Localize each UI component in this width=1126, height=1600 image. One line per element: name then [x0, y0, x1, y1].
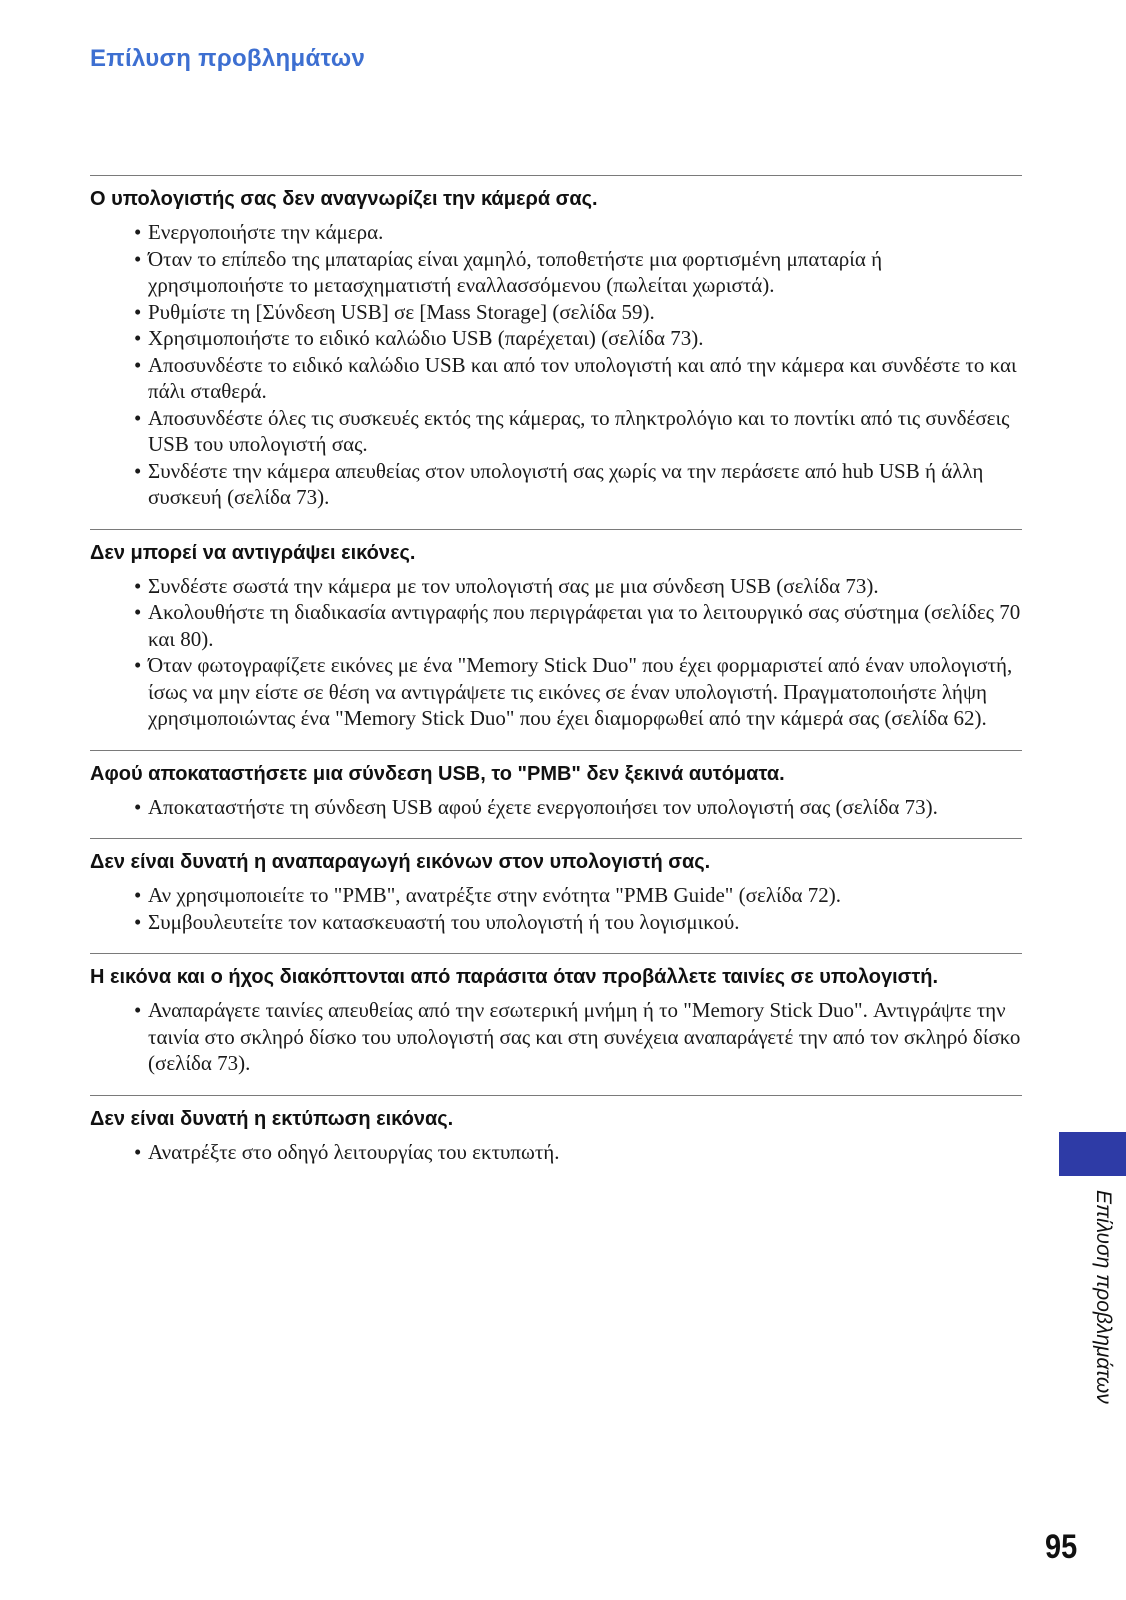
section-noise-movies	[90, 953, 1022, 1077]
section-cannot-play	[90, 838, 1022, 935]
bullet-icon: •	[134, 299, 142, 324]
list-item	[134, 405, 1022, 458]
bullet-icon: •	[134, 326, 142, 350]
section-title: Ο υπολογιστής σας δεν αναγνωρίζει την κάμερά σας.	[90, 188, 598, 210]
bullet-icon: •	[134, 220, 142, 244]
bullet-list	[90, 1139, 1022, 1166]
bullet-list	[90, 882, 1022, 935]
list-item-text: Χρησιμοποιήστε το ειδικό καλώδιο USB (παρέχεται) (σελίδα 73).	[148, 326, 704, 350]
list-item-text: Συνδέστε σωστά την κάμερα με τον υπολογιστή σας με μια σύνδεση USB (σελίδα 73).	[148, 573, 879, 598]
bullet-icon: •	[134, 458, 142, 483]
page-number: 95	[1045, 1528, 1078, 1566]
bullet-icon: •	[134, 600, 142, 624]
list-item	[134, 458, 1022, 511]
list-item	[134, 219, 1022, 246]
bullet-icon: •	[134, 883, 142, 907]
chapter-tab-marker	[1059, 1132, 1126, 1176]
list-item-text: Συνδέστε την κάμερα απευθείας στον υπολογιστή σας χωρίς να την περάσετε από hub USB ή άλλη συσκευή (σελίδα 73).	[148, 458, 984, 509]
list-item-text: Ρυθμίστε τη [Σύνδεση USB] σε [Mass Storage] (σελίδα 59).	[148, 299, 655, 324]
list-item-text: Ανατρέξτε στο οδηγό λειτουργίας του εκτυπωτή.	[148, 1139, 560, 1164]
list-item-text: Όταν φωτογραφίζετε εικόνες με ένα "Memory Stick Duo" που έχει φορμαριστεί από έναν υπολογιστή, ίσως να μην είστε σε θέση να αντιγράψετε τις εικόνες σε έναν υπολογιστή. Πραγματοποιήστε λήψη χρησιμοποιώντας ένα "Memory Stick Duo" που έχει διαμορφωθεί από την κάμερά σας (σελίδα 62).	[148, 653, 1013, 730]
list-item	[134, 652, 1022, 732]
list-item-text: Όταν το επίπεδο της μπαταρίας είναι χαμηλό, τοποθετήστε μια φορτισμένη μπαταρία ή χρησιμοποιήστε το μετασχηματιστή εναλλασσόμενου (πωλείται χωριστά).	[148, 246, 883, 297]
list-item-text: Ακολουθήστε τη διαδικασία αντιγραφής που περιγράφεται για το λειτουργικό σας σύστημα (σελίδες 70 και 80).	[148, 600, 1021, 651]
list-item	[134, 599, 1022, 652]
bullet-list	[90, 219, 1022, 511]
bullet-icon: •	[134, 352, 142, 377]
list-item	[134, 573, 1022, 600]
list-item	[134, 246, 1022, 299]
page-header-title: Επίλυση προβλημάτων	[90, 45, 366, 72]
list-item	[134, 909, 1022, 936]
bullet-icon: •	[134, 1139, 142, 1164]
section-pc-not-recognize	[90, 175, 1022, 511]
list-item-text: Αναπαράγετε ταινίες απευθείας από την εσωτερική μνήμη ή το "Memory Stick Duo". Αντιγράψτε την ταινία στο σκληρό δίσκο του υπολογιστή σας και στη συνέχεια αναπαράγετέ την από τον σκληρό δίσκο (σελίδα 73).	[148, 998, 1021, 1075]
section-pmb-not-start	[90, 750, 1022, 821]
list-item	[134, 299, 1022, 326]
section-cannot-print	[90, 1095, 1022, 1166]
section-title: Δεν είναι δυνατή η αναπαραγωγή εικόνων στον υπολογιστή σας.	[90, 851, 711, 873]
list-item-text: Συμβουλευτείτε τον κατασκευαστή του υπολογιστή ή του λογισμικού.	[148, 909, 740, 934]
list-item-text: Ενεργοποιήστε την κάμερα.	[148, 220, 384, 244]
bullet-icon: •	[134, 794, 142, 819]
bullet-list	[90, 794, 1022, 821]
bullet-list	[90, 997, 1022, 1077]
list-item	[134, 1139, 1022, 1166]
section-cannot-copy	[90, 529, 1022, 732]
section-title: Δεν είναι δυνατή η εκτύπωση εικόνας.	[90, 1107, 454, 1130]
troubleshooting-content	[90, 175, 1022, 1183]
bullet-icon: •	[134, 909, 142, 934]
bullet-icon: •	[134, 653, 142, 677]
bullet-icon: •	[134, 405, 142, 430]
list-item	[134, 352, 1022, 405]
bullet-icon: •	[134, 246, 142, 271]
list-item	[134, 997, 1022, 1077]
list-item	[134, 882, 1022, 909]
list-item-text: Αποσυνδέστε όλες τις συσκευές εκτός της κάμερας, το πληκτρολόγιο και το ποντίκι από τις συνδέσεις USB του υπολογιστή σας.	[148, 405, 1010, 456]
list-item	[134, 325, 1022, 352]
bullet-icon: •	[134, 998, 142, 1022]
bullet-list	[90, 573, 1022, 732]
section-title: Η εικόνα και ο ήχος διακόπτονται από παράσιτα όταν προβάλλετε ταινίες σε υπολογιστή.	[90, 966, 939, 988]
bullet-icon: •	[134, 573, 142, 598]
list-item	[134, 794, 1022, 821]
section-title: Δεν μπορεί να αντιγράψει εικόνες.	[90, 541, 416, 564]
list-item-text: Αποσυνδέστε το ειδικό καλώδιο USB και από τον υπολογιστή και από την κάμερα και συνδέστε το και πάλι σταθερά.	[148, 352, 1017, 403]
section-title: Αφού αποκαταστήσετε μια σύνδεση USB, το "PMB" δεν ξεκινά αυτόματα.	[90, 762, 785, 785]
chapter-tab-label: Επίλυση προβλημάτων	[1092, 1190, 1115, 1404]
list-item-text: Αποκαταστήστε τη σύνδεση USB αφού έχετε ενεργοποιήσει τον υπολογιστή σας (σελίδα 73).	[148, 794, 938, 819]
list-item-text: Αν χρησιμοποιείτε το "PMB", ανατρέξτε στην ενότητα "PMB Guide" (σελίδα 72).	[148, 883, 841, 907]
